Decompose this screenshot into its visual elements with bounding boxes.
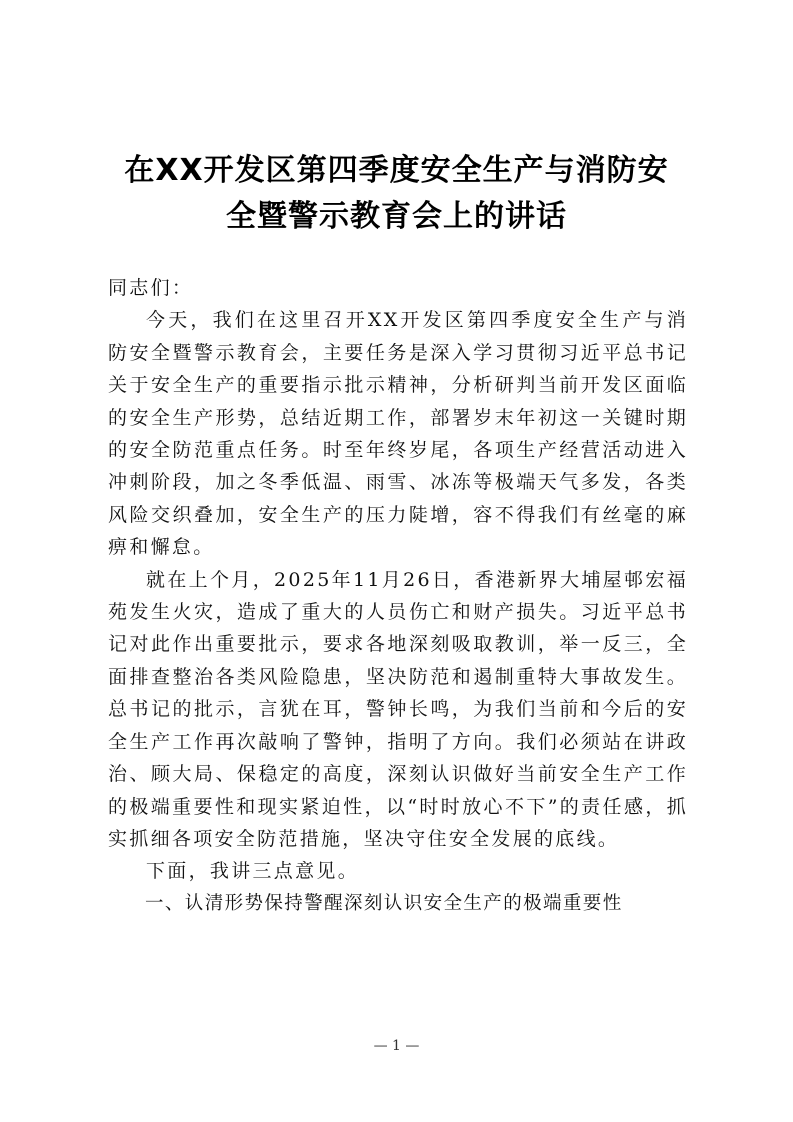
title-line-1: 在XX开发区第四季度安全生产与消防安 [124, 153, 669, 188]
paragraph-transition: 下面，我讲三点意见。 [146, 860, 360, 883]
title-line-2: 全暨警示教育会上的讲话 [226, 199, 567, 234]
paragraph-intro: 今天，我们在这里召开XX开发区第四季度安全生产与消防安全暨警示教育会，主要任务是深入学习贯彻习近平总书记关于安全生产的重要指示批示精神，分析研判当前开发区面临的安全生产形势，总结近期工作，部署岁末年初这一关键时期的安全防范重点任务。时至年终岁尾，各项生产经营活动进入冲刺阶段，加之冬季低温、雨雪、冰冻等极端天气多发，各类风险交织叠加，安全生产的压力陡增，容不得我们有丝毫的麻痹和懈怠。 [108, 309, 688, 559]
page-title [100, 148, 693, 240]
paragraph-fire-incident: 就在上个月，2025年11月26日，香港新界大埔屋邨宏福苑发生火灾，造成了重大的人员伤亡和财产损失。习近平总书记对此作出重要批示，要求各地深刻吸取教训，举一反三，全面排查整治各类风险隐患，坚决防范和遏制重特大事故发生。总书记的批示，言犹在耳，警钟长鸣，为我们当前和今后的安全生产工作再次敲响了警钟，指明了方向。我们必须站在讲政治、顾大局、保稳定的高度，深刻认识做好当前安全生产工作的极端重要性和现实紧迫性，以“时时放心不下”的责任感，抓实抓细各项安全防范措施，坚决守住安全发展的底线。 [108, 568, 688, 850]
page-number: — 1 — [373, 1038, 420, 1054]
section-heading: 一、认清形势保持警醒深刻认识安全生产的极端重要性 [145, 892, 623, 914]
salutation: 同志们： [108, 277, 194, 299]
speech-body [108, 272, 688, 920]
